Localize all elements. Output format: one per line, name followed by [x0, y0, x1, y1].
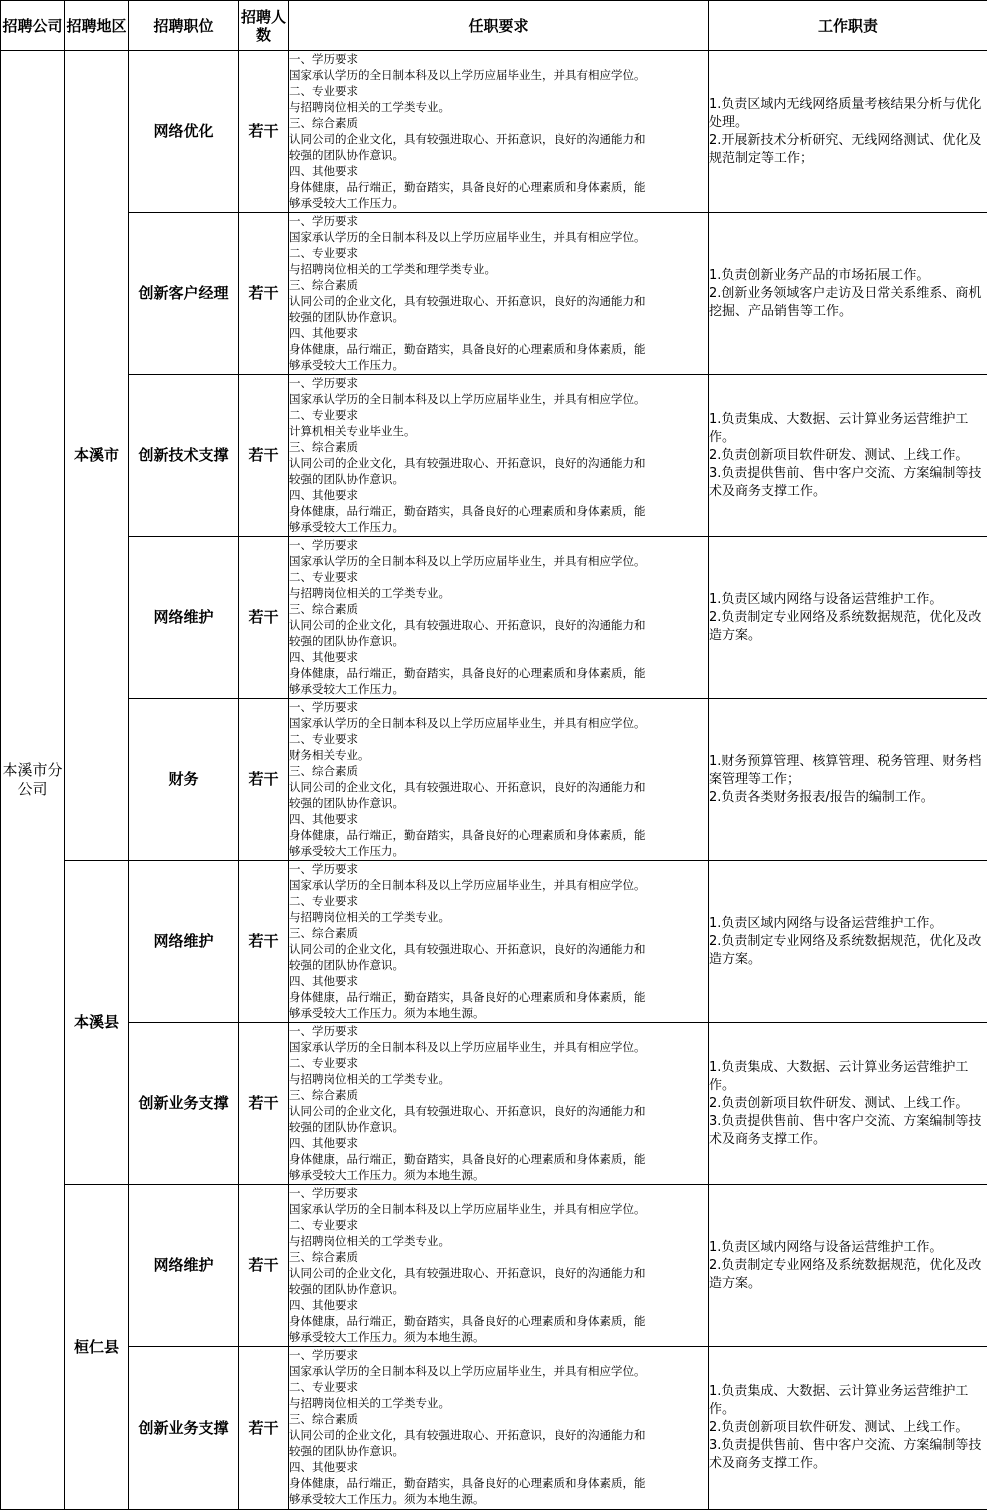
requirement-line: 三、综合素质: [289, 277, 708, 293]
requirement-line: 够承受较大工作压力。: [289, 843, 708, 859]
duties-cell: [709, 537, 987, 699]
requirement-line: 认同公司的企业文化，具有较强进取心、开拓意识，良好的沟通能力和: [289, 1265, 708, 1281]
requirement-line: 一、学历要求: [289, 375, 708, 391]
requirement-line: 够承受较大工作压力。: [289, 357, 708, 373]
requirement-line: 与招聘岗位相关的工学类和理学类专业。: [289, 261, 708, 277]
requirement-line: 认同公司的企业文化，具有较强进取心、开拓意识，良好的沟通能力和: [289, 617, 708, 633]
requirement-line: 三、综合素质: [289, 1249, 708, 1265]
requirement-line: 国家承认学历的全日制本科及以上学历应届毕业生，并具有相应学位。: [289, 67, 708, 83]
requirement-line: 身体健康，品行端正，勤奋踏实，具备良好的心理素质和身体素质，能: [289, 341, 708, 357]
requirement-line: 够承受较大工作压力。须为本地生源。: [289, 1329, 708, 1345]
requirement-line: 四、其他要求: [289, 325, 708, 341]
requirement-line: 四、其他要求: [289, 1459, 708, 1475]
requirement-line: 二、专业要求: [289, 1217, 708, 1233]
requirement-line: 身体健康，品行端正，勤奋踏实，具备良好的心理素质和身体素质，能: [289, 1151, 708, 1167]
position-cell: 创新业务支撑: [129, 1347, 239, 1510]
duties-cell: [709, 861, 987, 1023]
duties-cell: [709, 1023, 987, 1185]
requirement-line: 一、学历要求: [289, 861, 708, 877]
requirement-line: 国家承认学历的全日制本科及以上学历应届毕业生，并具有相应学位。: [289, 1363, 708, 1379]
table-row: [1, 861, 987, 1023]
header-position: 招聘职位: [129, 1, 239, 51]
header-requirements: 任职要求: [289, 1, 709, 51]
requirements-cell: [289, 1023, 709, 1185]
requirement-line: 一、学历要求: [289, 1347, 708, 1363]
requirement-line: 身体健康，品行端正，勤奋踏实，具备良好的心理素质和身体素质，能: [289, 503, 708, 519]
requirement-line: 够承受较大工作压力。须为本地生源。: [289, 1167, 708, 1183]
requirement-line: 够承受较大工作压力。: [289, 681, 708, 697]
duty-line: 2.负责制定专业网络及系统数据规范，优化及改造方案。: [709, 609, 987, 645]
duty-line: 1.负责集成、大数据、云计算业务运营维护工作。: [709, 411, 987, 447]
region-cell: 本溪县: [65, 861, 129, 1185]
requirement-line: 国家承认学历的全日制本科及以上学历应届毕业生，并具有相应学位。: [289, 1201, 708, 1217]
count-cell: 若干: [239, 51, 289, 213]
requirement-line: 认同公司的企业文化，具有较强进取心、开拓意识，良好的沟通能力和: [289, 779, 708, 795]
duty-line: 1.财务预算管理、核算管理、税务管理、财务档案管理等工作；: [709, 753, 987, 789]
requirement-line: 国家承认学历的全日制本科及以上学历应届毕业生，并具有相应学位。: [289, 715, 708, 731]
requirements-cell: [289, 51, 709, 213]
duties-cell: [709, 213, 987, 375]
requirement-line: 较强的团队协作意识。: [289, 471, 708, 487]
requirement-line: 三、综合素质: [289, 601, 708, 617]
position-cell: 网络维护: [129, 537, 239, 699]
requirement-line: 较强的团队协作意识。: [289, 957, 708, 973]
count-cell: 若干: [239, 1185, 289, 1347]
header-count: 招聘人数: [239, 1, 289, 51]
count-cell: 若干: [239, 699, 289, 861]
table-row: [1, 699, 987, 861]
position-cell: 创新技术支撑: [129, 375, 239, 537]
count-cell: 若干: [239, 861, 289, 1023]
requirement-line: 三、综合素质: [289, 763, 708, 779]
table-row: [1, 1185, 987, 1347]
requirement-line: 二、专业要求: [289, 1055, 708, 1071]
header-row: [1, 1, 987, 51]
requirement-line: 够承受较大工作压力。须为本地生源。: [289, 1005, 708, 1021]
requirement-line: 三、综合素质: [289, 439, 708, 455]
table-row: [1, 213, 987, 375]
requirements-cell: [289, 1185, 709, 1347]
header-company: 招聘公司: [1, 1, 65, 51]
requirement-line: 三、综合素质: [289, 925, 708, 941]
requirement-line: 四、其他要求: [289, 973, 708, 989]
requirement-line: 一、学历要求: [289, 1023, 708, 1039]
duty-line: 1.负责区域内网络与设备运营维护工作。: [709, 1239, 987, 1257]
position-cell: 创新客户经理: [129, 213, 239, 375]
requirement-line: 身体健康，品行端正，勤奋踏实，具备良好的心理素质和身体素质，能: [289, 827, 708, 843]
requirement-line: 一、学历要求: [289, 1185, 708, 1201]
duty-line: 3.负责提供售前、售中客户交流、方案编制等技术及商务支撑工作。: [709, 465, 987, 501]
requirements-cell: [289, 1347, 709, 1510]
duty-line: 2.负责创新项目软件研发、测试、上线工作。: [709, 447, 987, 465]
requirement-line: 认同公司的企业文化，具有较强进取心、开拓意识，良好的沟通能力和: [289, 1103, 708, 1119]
position-cell: 网络优化: [129, 51, 239, 213]
count-cell: 若干: [239, 537, 289, 699]
requirement-line: 较强的团队协作意识。: [289, 1119, 708, 1135]
requirements-cell: [289, 537, 709, 699]
requirement-line: 够承受较大工作压力。: [289, 519, 708, 535]
requirement-line: 与招聘岗位相关的工学类专业。: [289, 1233, 708, 1249]
requirement-line: 身体健康，品行端正，勤奋踏实，具备良好的心理素质和身体素质，能: [289, 1313, 708, 1329]
requirement-line: 较强的团队协作意识。: [289, 795, 708, 811]
table-row: [1, 1023, 987, 1185]
requirement-line: 二、专业要求: [289, 569, 708, 585]
duty-line: 1.负责区域内网络与设备运营维护工作。: [709, 591, 987, 609]
duty-line: 3.负责提供售前、售中客户交流、方案编制等技术及商务支撑工作。: [709, 1437, 987, 1473]
requirement-line: 较强的团队协作意识。: [289, 147, 708, 163]
requirement-line: 国家承认学历的全日制本科及以上学历应届毕业生，并具有相应学位。: [289, 553, 708, 569]
requirement-line: 身体健康，品行端正，勤奋踏实，具备良好的心理素质和身体素质，能: [289, 179, 708, 195]
requirement-line: 四、其他要求: [289, 1135, 708, 1151]
requirement-line: 三、综合素质: [289, 1411, 708, 1427]
requirement-line: 一、学历要求: [289, 51, 708, 67]
count-cell: 若干: [239, 1347, 289, 1510]
requirement-line: 身体健康，品行端正，勤奋踏实，具备良好的心理素质和身体素质，能: [289, 989, 708, 1005]
position-cell: 网络维护: [129, 861, 239, 1023]
requirement-line: 一、学历要求: [289, 699, 708, 715]
duty-line: 2.负责制定专业网络及系统数据规范，优化及改造方案。: [709, 1257, 987, 1293]
position-cell: 创新业务支撑: [129, 1023, 239, 1185]
count-cell: 若干: [239, 375, 289, 537]
requirement-line: 认同公司的企业文化，具有较强进取心、开拓意识，良好的沟通能力和: [289, 1427, 708, 1443]
requirement-line: 四、其他要求: [289, 163, 708, 179]
requirement-line: 二、专业要求: [289, 245, 708, 261]
table-row: [1, 375, 987, 537]
requirement-line: 四、其他要求: [289, 1297, 708, 1313]
requirement-line: 较强的团队协作意识。: [289, 1281, 708, 1297]
duty-line: 2.开展新技术分析研究、无线网络测试、优化及规范制定等工作；: [709, 132, 987, 168]
requirement-line: 较强的团队协作意识。: [289, 309, 708, 325]
requirement-line: 二、专业要求: [289, 893, 708, 909]
duties-cell: [709, 699, 987, 861]
duty-line: 1.负责区域内无线网络质量考核结果分析与优化处理。: [709, 96, 987, 132]
duties-cell: [709, 375, 987, 537]
requirement-line: 与招聘岗位相关的工学类专业。: [289, 1395, 708, 1411]
requirement-line: 一、学历要求: [289, 537, 708, 553]
duties-cell: [709, 51, 987, 213]
duty-line: 1.负责区域内网络与设备运营维护工作。: [709, 915, 987, 933]
requirement-line: 与招聘岗位相关的工学类专业。: [289, 1071, 708, 1087]
requirements-cell: [289, 375, 709, 537]
requirement-line: 二、专业要求: [289, 83, 708, 99]
requirement-line: 二、专业要求: [289, 407, 708, 423]
duty-line: 1.负责创新业务产品的市场拓展工作。: [709, 267, 987, 285]
duty-line: 2.负责创新项目软件研发、测试、上线工作。: [709, 1095, 987, 1113]
requirement-line: 国家承认学历的全日制本科及以上学历应届毕业生，并具有相应学位。: [289, 1039, 708, 1055]
duty-line: 1.负责集成、大数据、云计算业务运营维护工作。: [709, 1383, 987, 1419]
requirement-line: 身体健康，品行端正，勤奋踏实，具备良好的心理素质和身体素质，能: [289, 1475, 708, 1491]
requirement-line: 国家承认学历的全日制本科及以上学历应届毕业生，并具有相应学位。: [289, 391, 708, 407]
requirement-line: 够承受较大工作压力。: [289, 195, 708, 211]
region-cell: 本溪市: [65, 51, 129, 861]
duty-line: 2.创新业务领域客户走访及日常关系维系、商机挖掘、产品销售等工作。: [709, 285, 987, 321]
count-cell: 若干: [239, 213, 289, 375]
requirement-line: 够承受较大工作压力。须为本地生源。: [289, 1491, 708, 1507]
table-row: [1, 1347, 987, 1510]
duties-cell: [709, 1185, 987, 1347]
table-row: [1, 537, 987, 699]
table-row: [1, 51, 987, 213]
position-cell: 财务: [129, 699, 239, 861]
requirement-line: 国家承认学历的全日制本科及以上学历应届毕业生，并具有相应学位。: [289, 229, 708, 245]
region-cell: 桓仁县: [65, 1185, 129, 1510]
company-cell: 本溪市分公司: [1, 51, 65, 1510]
requirement-line: 较强的团队协作意识。: [289, 1443, 708, 1459]
requirements-cell: [289, 699, 709, 861]
requirement-line: 三、综合素质: [289, 115, 708, 131]
count-cell: 若干: [239, 1023, 289, 1185]
requirement-line: 二、专业要求: [289, 1379, 708, 1395]
requirements-cell: [289, 861, 709, 1023]
requirement-line: 一、学历要求: [289, 213, 708, 229]
header-region: 招聘地区: [65, 1, 129, 51]
requirement-line: 二、专业要求: [289, 731, 708, 747]
requirements-cell: [289, 213, 709, 375]
requirement-line: 与招聘岗位相关的工学类专业。: [289, 99, 708, 115]
position-cell: 网络维护: [129, 1185, 239, 1347]
duties-cell: [709, 1347, 987, 1510]
requirement-line: 四、其他要求: [289, 649, 708, 665]
requirement-line: 认同公司的企业文化，具有较强进取心、开拓意识，良好的沟通能力和: [289, 941, 708, 957]
requirement-line: 认同公司的企业文化，具有较强进取心、开拓意识，良好的沟通能力和: [289, 293, 708, 309]
duty-line: 1.负责集成、大数据、云计算业务运营维护工作。: [709, 1059, 987, 1095]
requirement-line: 认同公司的企业文化，具有较强进取心、开拓意识，良好的沟通能力和: [289, 131, 708, 147]
requirement-line: 认同公司的企业文化，具有较强进取心、开拓意识，良好的沟通能力和: [289, 455, 708, 471]
requirement-line: 较强的团队协作意识。: [289, 633, 708, 649]
duty-line: 2.负责创新项目软件研发、测试、上线工作。: [709, 1419, 987, 1437]
header-duties: 工作职责: [709, 1, 987, 51]
requirement-line: 与招聘岗位相关的工学类专业。: [289, 585, 708, 601]
requirement-line: 财务相关专业。: [289, 747, 708, 763]
requirement-line: 身体健康，品行端正，勤奋踏实，具备良好的心理素质和身体素质，能: [289, 665, 708, 681]
duty-line: 2.负责制定专业网络及系统数据规范，优化及改造方案。: [709, 933, 987, 969]
duty-line: 3.负责提供售前、售中客户交流、方案编制等技术及商务支撑工作。: [709, 1113, 987, 1149]
requirement-line: 四、其他要求: [289, 487, 708, 503]
requirement-line: 计算机相关专业毕业生。: [289, 423, 708, 439]
requirement-line: 三、综合素质: [289, 1087, 708, 1103]
requirement-line: 四、其他要求: [289, 811, 708, 827]
duty-line: 2.负责各类财务报表/报告的编制工作。: [709, 789, 987, 807]
requirement-line: 与招聘岗位相关的工学类专业。: [289, 909, 708, 925]
requirement-line: 国家承认学历的全日制本科及以上学历应届毕业生，并具有相应学位。: [289, 877, 708, 893]
